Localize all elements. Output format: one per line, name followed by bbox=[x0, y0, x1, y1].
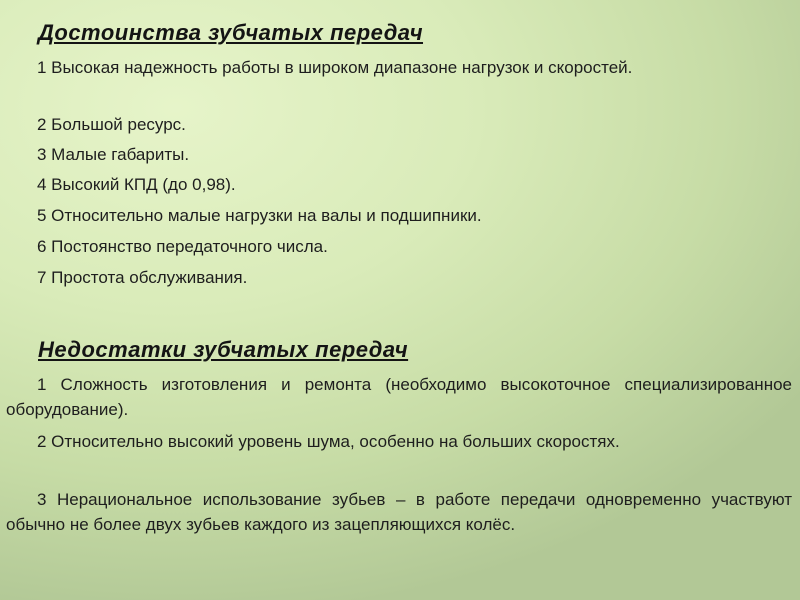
disadvantage-item-2: 2 Относительно высокий уровень шума, особенно на больших скоростях. bbox=[37, 432, 620, 451]
advantage-item-7: 7 Простота обслуживания. bbox=[37, 268, 248, 287]
disadvantage-item-3: 3 Нерациональное использование зубьев – в работе передачи одновременно участвуют обычно не более двух зубьев каждого из зацепляющихся колёс. bbox=[6, 490, 792, 534]
advantage-item-3: 3 Малые габариты. bbox=[37, 145, 190, 164]
advantage-item-6: 6 Постоянство передаточного числа. bbox=[37, 237, 328, 256]
advantage-item-2: 2 Большой ресурс. bbox=[37, 115, 186, 134]
advantage-item-1: 1 Высокая надежность работы в широком диапазоне нагрузок и скоростей. bbox=[37, 58, 633, 77]
disadvantages-heading: Недостатки зубчатых передач bbox=[38, 337, 409, 362]
advantage-item-4: 4 Высокий КПД (до 0,98). bbox=[37, 175, 236, 194]
disadvantage-item-1: 1 Сложность изготовления и ремонта (необходимо высокоточное специализированное оборудование). bbox=[6, 375, 792, 419]
advantage-item-5: 5 Относительно малые нагрузки на валы и подшипники. bbox=[37, 206, 482, 225]
advantages-heading: Достоинства зубчатых передач bbox=[38, 20, 424, 45]
